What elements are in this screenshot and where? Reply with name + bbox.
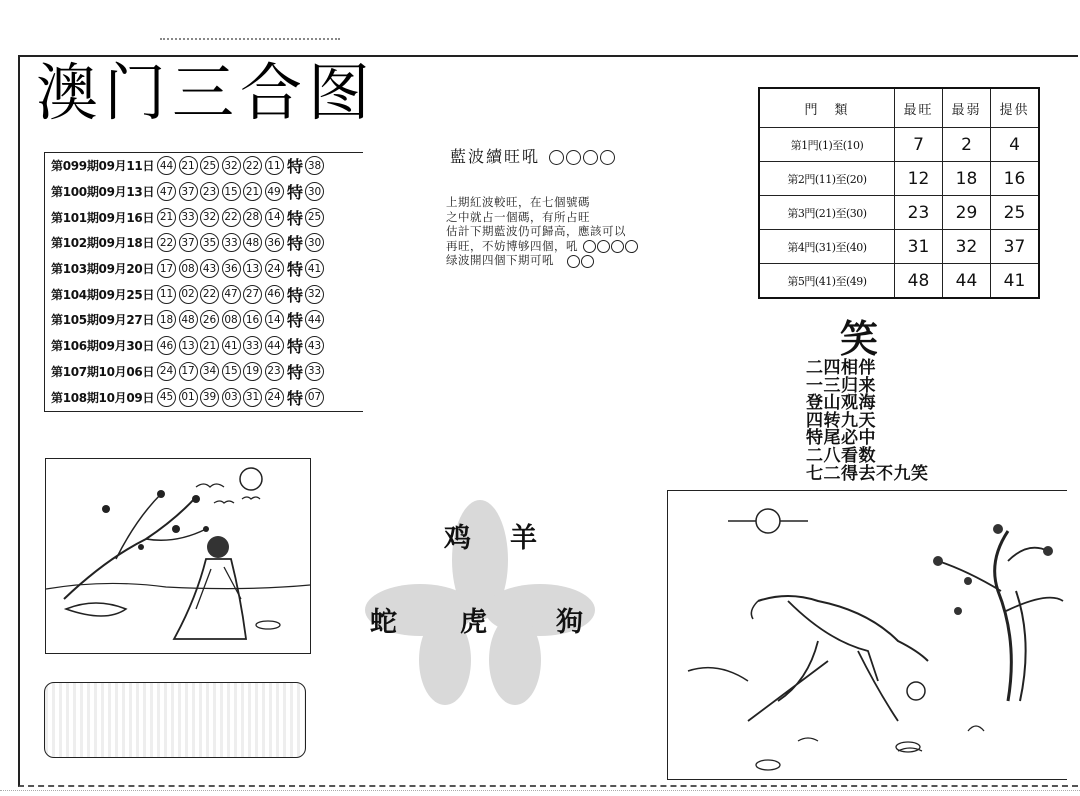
table-cell-number: 44 <box>943 264 991 299</box>
wave-heading-text: 藍波續旺吼 <box>450 147 541 166</box>
door-table <box>758 87 1040 299</box>
circle-mark-icon <box>583 150 598 165</box>
result-row <box>45 281 363 307</box>
number-ball: 17 <box>179 362 198 381</box>
result-row <box>45 333 363 359</box>
result-row <box>45 179 363 205</box>
poem-line: 特尾必中 <box>806 428 876 449</box>
number-ball: 46 <box>157 336 176 355</box>
number-ball: 43 <box>200 259 219 278</box>
analysis-line: 上期紅波較旺，在七個號碼 <box>446 195 590 209</box>
circle-mark-icon <box>597 240 610 253</box>
circle-mark-icon <box>549 150 564 165</box>
result-row <box>45 307 363 333</box>
number-ball: 14 <box>265 310 284 329</box>
analysis-line-text: 再旺，不妨博够四個，吼 <box>446 238 578 253</box>
result-period-label: 第102期09月18日 <box>51 236 155 251</box>
analysis-text <box>446 195 690 268</box>
page-title: 澳门三合图 <box>36 56 377 129</box>
number-ball: 08 <box>179 259 198 278</box>
number-ball: 34 <box>200 362 219 381</box>
special-marker: 特 <box>287 157 304 177</box>
table-cell-number: 23 <box>895 196 943 230</box>
number-ball: 11 <box>265 156 284 175</box>
number-ball: 31 <box>243 388 262 407</box>
number-ball: 23 <box>265 362 284 381</box>
table-header: 提供 <box>991 88 1040 128</box>
number-ball: 27 <box>243 285 262 304</box>
number-ball: 24 <box>265 259 284 278</box>
circle-mark-icon <box>566 150 581 165</box>
number-ball: 35 <box>200 233 219 252</box>
number-ball: 01 <box>179 388 198 407</box>
result-row <box>45 153 363 179</box>
table-cell-number: 12 <box>895 162 943 196</box>
number-ball: 13 <box>179 336 198 355</box>
number-ball: 13 <box>243 259 262 278</box>
analysis-line: 之中就占一個碼，有所占旺 <box>446 209 590 224</box>
number-ball: 21 <box>243 182 262 201</box>
special-number-ball: 33 <box>305 362 324 381</box>
number-ball: 44 <box>157 156 176 175</box>
analysis-line-text: 绿波開四個下期可吼 <box>446 253 554 267</box>
analysis-line <box>446 239 690 254</box>
illustration-horse-tree <box>667 490 1067 780</box>
special-number-ball: 25 <box>305 208 324 227</box>
special-number-ball: 41 <box>305 259 324 278</box>
woman-tree-drawing <box>46 459 310 653</box>
table-cell-number: 7 <box>895 128 943 162</box>
illustration-woman-tree <box>45 458 311 654</box>
zodiac-goat: 羊 <box>510 523 537 554</box>
number-ball: 46 <box>265 285 284 304</box>
poem-line: 二四相伴 <box>806 358 876 378</box>
zodiac-snake: 蛇 <box>370 607 397 638</box>
analysis-line <box>446 253 690 268</box>
number-ball: 36 <box>222 259 241 278</box>
table-cell-number: 48 <box>895 264 943 299</box>
table-header: 門 類 <box>759 88 895 128</box>
table-row <box>759 196 1039 230</box>
results-list <box>44 152 363 412</box>
table-row <box>759 264 1039 299</box>
poem-line: 登山观海 <box>806 393 876 414</box>
special-number-ball: 44 <box>305 310 324 329</box>
number-ball: 47 <box>222 285 241 304</box>
number-ball: 11 <box>157 285 176 304</box>
number-ball: 15 <box>222 182 241 201</box>
table-cell-number: 29 <box>943 196 991 230</box>
number-ball: 21 <box>200 336 219 355</box>
number-ball: 48 <box>243 233 262 252</box>
special-number-ball: 43 <box>305 336 324 355</box>
table-row <box>759 162 1039 196</box>
table-cell-number: 31 <box>895 230 943 264</box>
table-cell-number: 32 <box>943 230 991 264</box>
table-header-row <box>759 88 1039 128</box>
result-period-label: 第108期10月09日 <box>51 390 155 405</box>
number-ball: 17 <box>157 259 176 278</box>
faded-text-box <box>44 682 306 758</box>
special-marker: 特 <box>287 208 304 228</box>
table-cell-number: 2 <box>943 128 991 162</box>
number-ball: 36 <box>265 233 284 252</box>
result-row <box>45 359 363 385</box>
special-marker: 特 <box>287 388 304 408</box>
table-cell-door: 第3門(21)至(30) <box>759 196 895 230</box>
poem-line: 一三归来 <box>806 375 876 396</box>
horse-tree-drawing <box>668 491 1066 779</box>
number-ball: 22 <box>157 233 176 252</box>
circle-mark-icon <box>567 255 580 268</box>
special-number-ball: 07 <box>305 388 324 407</box>
number-ball: 39 <box>200 388 219 407</box>
number-ball: 02 <box>179 285 198 304</box>
table-row <box>759 128 1039 162</box>
number-ball: 03 <box>222 388 241 407</box>
special-number-ball: 32 <box>305 285 324 304</box>
poem-line: 二八看数 <box>806 445 876 466</box>
number-ball: 37 <box>179 182 198 201</box>
table-header: 最旺 <box>895 88 943 128</box>
special-number-ball: 30 <box>305 182 324 201</box>
poem-line: 七二得去不九笑 <box>806 463 929 484</box>
number-ball: 44 <box>265 336 284 355</box>
number-ball: 24 <box>265 388 284 407</box>
table-cell-number: 41 <box>991 264 1040 299</box>
table-cell-number: 37 <box>991 230 1040 264</box>
circle-mark-icon <box>583 240 596 253</box>
special-marker: 特 <box>287 337 304 357</box>
circle-mark-icon <box>581 255 594 268</box>
number-ball: 18 <box>157 310 176 329</box>
result-period-label: 第099期09月11日 <box>51 159 155 174</box>
number-ball: 48 <box>179 310 198 329</box>
zodiac-dog: 狗 <box>556 607 583 638</box>
number-ball: 22 <box>200 285 219 304</box>
number-ball: 21 <box>157 208 176 227</box>
table-cell-door: 第2門(11)至(20) <box>759 162 895 196</box>
poem <box>806 360 929 483</box>
number-ball: 21 <box>179 156 198 175</box>
circle-mark-icon <box>625 240 638 253</box>
table-header: 最弱 <box>943 88 991 128</box>
number-ball: 15 <box>222 362 241 381</box>
result-period-label: 第100期09月13日 <box>51 185 155 200</box>
number-ball: 33 <box>179 208 198 227</box>
number-ball: 32 <box>200 208 219 227</box>
number-ball: 26 <box>200 310 219 329</box>
circle-mark-icon <box>600 150 615 165</box>
table-cell-number: 18 <box>943 162 991 196</box>
number-ball: 41 <box>222 336 241 355</box>
number-ball: 08 <box>222 310 241 329</box>
special-number-ball: 38 <box>305 156 324 175</box>
result-period-label: 第104期09月25日 <box>51 287 155 302</box>
number-ball: 49 <box>265 182 284 201</box>
table-row <box>759 230 1039 264</box>
result-period-label: 第101期09月16日 <box>51 210 155 225</box>
number-ball: 24 <box>157 362 176 381</box>
number-ball: 47 <box>157 182 176 201</box>
poem-line: 四转九天 <box>806 410 876 431</box>
special-marker: 特 <box>287 285 304 305</box>
result-period-label: 第103期09月20日 <box>51 262 155 277</box>
number-ball: 19 <box>243 362 262 381</box>
special-marker: 特 <box>287 234 304 254</box>
table-cell-number: 25 <box>991 196 1040 230</box>
special-marker: 特 <box>287 183 304 203</box>
result-period-label: 第106期09月30日 <box>51 339 155 354</box>
table-cell-door: 第5門(41)至(49) <box>759 264 895 299</box>
number-ball: 33 <box>222 233 241 252</box>
table-cell-number: 16 <box>991 162 1040 196</box>
number-ball: 22 <box>222 208 241 227</box>
number-ball: 33 <box>243 336 262 355</box>
wave-heading <box>450 144 615 167</box>
number-ball: 25 <box>200 156 219 175</box>
number-ball: 23 <box>200 182 219 201</box>
special-number-ball: 30 <box>305 233 324 252</box>
circle-mark-icon <box>611 240 624 253</box>
number-ball: 28 <box>243 208 262 227</box>
number-ball: 16 <box>243 310 262 329</box>
zodiac-tiger: 虎 <box>460 607 487 638</box>
number-ball: 32 <box>222 156 241 175</box>
table-cell-door: 第1門(1)至(10) <box>759 128 895 162</box>
table-cell-door: 第4門(31)至(40) <box>759 230 895 264</box>
result-row <box>45 204 363 230</box>
top-dotted-line <box>160 38 340 48</box>
number-ball: 45 <box>157 388 176 407</box>
table-cell-number: 4 <box>991 128 1040 162</box>
poem-title: 笑 <box>840 316 879 361</box>
analysis-line: 估計下期藍波仍可歸高，應該可以 <box>446 224 626 238</box>
special-marker: 特 <box>287 311 304 331</box>
number-ball: 22 <box>243 156 262 175</box>
result-period-label: 第107期10月06日 <box>51 364 155 379</box>
result-period-label: 第105期09月27日 <box>51 313 155 328</box>
special-marker: 特 <box>287 260 304 280</box>
result-row <box>45 230 363 256</box>
special-marker: 特 <box>287 362 304 382</box>
result-row <box>45 256 363 282</box>
number-ball: 37 <box>179 233 198 252</box>
zodiac-rooster: 鸡 <box>444 523 471 554</box>
bottom-divider <box>0 790 1080 791</box>
number-ball: 14 <box>265 208 284 227</box>
result-row <box>45 384 363 410</box>
